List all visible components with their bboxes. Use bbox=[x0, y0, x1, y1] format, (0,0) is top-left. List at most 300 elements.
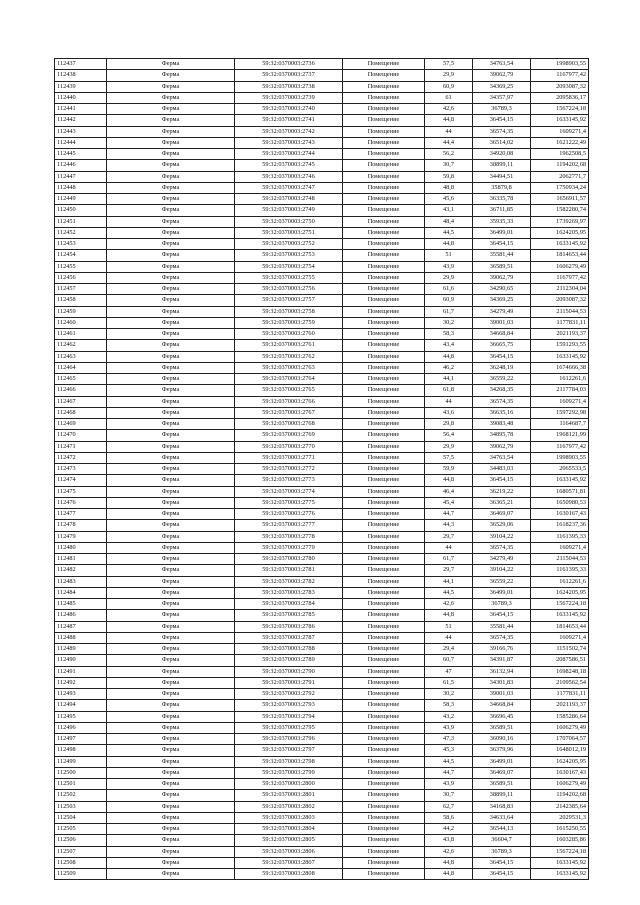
area-cell: 61,8 bbox=[425, 385, 473, 396]
cadastral-number-cell: 59:32:0370003:2762 bbox=[235, 351, 343, 362]
area-cell: 44,5 bbox=[425, 756, 473, 767]
area-cell: 30,7 bbox=[425, 160, 473, 171]
area-cell: 45,4 bbox=[425, 497, 473, 508]
unit-value-cell: 36132,94 bbox=[473, 666, 531, 677]
row-number-cell: 112455 bbox=[55, 261, 107, 272]
cadastral-number-cell: 59:32:0370003:2736 bbox=[235, 59, 343, 70]
object-kind-cell: Помещение bbox=[343, 587, 425, 598]
row-number-cell: 112469 bbox=[55, 419, 107, 430]
cadastral-number-cell: 59:32:0370003:2804 bbox=[235, 824, 343, 835]
table-row bbox=[55, 374, 589, 385]
object-kind-cell: Помещение bbox=[343, 430, 425, 441]
object-kind-cell: Помещение bbox=[343, 205, 425, 216]
object-kind-cell: Помещение bbox=[343, 250, 425, 261]
object-kind-cell: Помещение bbox=[343, 632, 425, 643]
object-kind-cell: Помещение bbox=[343, 441, 425, 452]
row-number-cell: 112454 bbox=[55, 250, 107, 261]
cadastral-number-cell: 59:32:0370003:2745 bbox=[235, 160, 343, 171]
object-type-cell: Ферма bbox=[107, 756, 235, 767]
row-number-cell: 112474 bbox=[55, 475, 107, 486]
table-row bbox=[55, 520, 589, 531]
object-kind-cell: Помещение bbox=[343, 70, 425, 81]
row-number-cell: 112500 bbox=[55, 767, 107, 778]
cadastral-value-cell: 1161395,33 bbox=[531, 565, 589, 576]
cadastral-number-cell: 59:32:0370003:2791 bbox=[235, 677, 343, 688]
area-cell: 29,9 bbox=[425, 272, 473, 283]
object-kind-cell: Помещение bbox=[343, 115, 425, 126]
area-cell: 60,9 bbox=[425, 295, 473, 306]
table-row bbox=[55, 317, 589, 328]
unit-value-cell: 36574,35 bbox=[473, 632, 531, 643]
table-row bbox=[55, 790, 589, 801]
cadastral-value-cell: 1609271,4 bbox=[531, 542, 589, 553]
object-kind-cell: Помещение bbox=[343, 779, 425, 790]
cadastral-number-cell: 59:32:0370003:2755 bbox=[235, 272, 343, 283]
cadastral-number-cell: 59:32:0370003:2785 bbox=[235, 610, 343, 621]
area-cell: 61,5 bbox=[425, 677, 473, 688]
object-type-cell: Ферма bbox=[107, 767, 235, 778]
cadastral-number-cell: 59:32:0370003:2789 bbox=[235, 655, 343, 666]
table-row bbox=[55, 171, 589, 182]
cadastral-value-cell: 2065533,5 bbox=[531, 464, 589, 475]
row-number-cell: 112453 bbox=[55, 239, 107, 250]
area-cell: 60,7 bbox=[425, 655, 473, 666]
area-cell: 44,1 bbox=[425, 576, 473, 587]
row-number-cell: 112463 bbox=[55, 351, 107, 362]
unit-value-cell: 34301,83 bbox=[473, 677, 531, 688]
object-type-cell: Ферма bbox=[107, 239, 235, 250]
object-type-cell: Ферма bbox=[107, 722, 235, 733]
document-page bbox=[54, 58, 588, 880]
area-cell: 30,2 bbox=[425, 689, 473, 700]
table-row bbox=[55, 711, 589, 722]
unit-value-cell: 35581,44 bbox=[473, 621, 531, 632]
object-kind-cell: Помещение bbox=[343, 734, 425, 745]
area-cell: 51 bbox=[425, 621, 473, 632]
table-row bbox=[55, 419, 589, 430]
row-number-cell: 112475 bbox=[55, 486, 107, 497]
table-row bbox=[55, 284, 589, 295]
unit-value-cell: 39001,03 bbox=[473, 689, 531, 700]
unit-value-cell: 36090,16 bbox=[473, 734, 531, 745]
cadastral-number-cell: 59:32:0370003:2752 bbox=[235, 239, 343, 250]
row-number-cell: 112498 bbox=[55, 745, 107, 756]
object-kind-cell: Помещение bbox=[343, 452, 425, 463]
table-row bbox=[55, 666, 589, 677]
cadastral-value-cell: 1998903,55 bbox=[531, 452, 589, 463]
area-cell: 48,4 bbox=[425, 216, 473, 227]
object-type-cell: Ферма bbox=[107, 587, 235, 598]
area-cell: 60,9 bbox=[425, 81, 473, 92]
area-cell: 43,4 bbox=[425, 340, 473, 351]
cadastral-number-cell: 59:32:0370003:2769 bbox=[235, 430, 343, 441]
unit-value-cell: 36696,45 bbox=[473, 711, 531, 722]
table-row bbox=[55, 239, 589, 250]
object-type-cell: Ферма bbox=[107, 677, 235, 688]
table-row bbox=[55, 59, 589, 70]
object-type-cell: Ферма bbox=[107, 149, 235, 160]
unit-value-cell: 36559,22 bbox=[473, 576, 531, 587]
cadastral-value-cell: 1633145,92 bbox=[531, 239, 589, 250]
cadastral-value-cell: 2095836,17 bbox=[531, 92, 589, 103]
unit-value-cell: 36499,01 bbox=[473, 227, 531, 238]
unit-value-cell: 34369,25 bbox=[473, 295, 531, 306]
table-row bbox=[55, 621, 589, 632]
object-type-cell: Ферма bbox=[107, 419, 235, 430]
table-row bbox=[55, 261, 589, 272]
area-cell: 58,3 bbox=[425, 329, 473, 340]
object-type-cell: Ферма bbox=[107, 475, 235, 486]
object-type-cell: Ферма bbox=[107, 70, 235, 81]
table-row bbox=[55, 632, 589, 643]
cadastral-number-cell: 59:32:0370003:2788 bbox=[235, 644, 343, 655]
cadastral-value-cell: 1609271,4 bbox=[531, 396, 589, 407]
cadastral-number-cell: 59:32:0370003:2796 bbox=[235, 734, 343, 745]
row-number-cell: 112508 bbox=[55, 857, 107, 868]
row-number-cell: 112467 bbox=[55, 396, 107, 407]
area-cell: 44,5 bbox=[425, 587, 473, 598]
object-type-cell: Ферма bbox=[107, 689, 235, 700]
cadastral-value-cell: 1630167,43 bbox=[531, 509, 589, 520]
area-cell: 43,8 bbox=[425, 835, 473, 846]
object-kind-cell: Помещение bbox=[343, 824, 425, 835]
unit-value-cell: 36635,16 bbox=[473, 407, 531, 418]
object-kind-cell: Помещение bbox=[343, 486, 425, 497]
row-number-cell: 112444 bbox=[55, 137, 107, 148]
cadastral-number-cell: 59:32:0370003:2739 bbox=[235, 92, 343, 103]
area-cell: 46,4 bbox=[425, 486, 473, 497]
area-cell: 56,4 bbox=[425, 430, 473, 441]
object-kind-cell: Помещение bbox=[343, 655, 425, 666]
object-kind-cell: Помещение bbox=[343, 385, 425, 396]
object-type-cell: Ферма bbox=[107, 92, 235, 103]
cadastral-value-cell: 1582280,74 bbox=[531, 205, 589, 216]
row-number-cell: 112442 bbox=[55, 115, 107, 126]
area-cell: 43,2 bbox=[425, 711, 473, 722]
cadastral-value-cell: 2029531,3 bbox=[531, 812, 589, 823]
row-number-cell: 112505 bbox=[55, 824, 107, 835]
object-type-cell: Ферма bbox=[107, 385, 235, 396]
object-kind-cell: Помещение bbox=[343, 160, 425, 171]
object-type-cell: Ферма bbox=[107, 857, 235, 868]
row-number-cell: 112502 bbox=[55, 790, 107, 801]
unit-value-cell: 36789,3 bbox=[473, 599, 531, 610]
unit-value-cell: 36604,7 bbox=[473, 835, 531, 846]
cadastral-number-cell: 59:32:0370003:2741 bbox=[235, 115, 343, 126]
cadastral-value-cell: 1618237,36 bbox=[531, 520, 589, 531]
table-row bbox=[55, 182, 589, 193]
unit-value-cell: 34290,65 bbox=[473, 284, 531, 295]
cadastral-number-cell: 59:32:0370003:2747 bbox=[235, 182, 343, 193]
cadastral-value-cell: 2021193,37 bbox=[531, 700, 589, 711]
area-cell: 44,4 bbox=[425, 137, 473, 148]
unit-value-cell: 36711,85 bbox=[473, 205, 531, 216]
table-row bbox=[55, 115, 589, 126]
unit-value-cell: 36574,35 bbox=[473, 542, 531, 553]
area-cell: 42,6 bbox=[425, 104, 473, 115]
area-cell: 43,9 bbox=[425, 261, 473, 272]
object-kind-cell: Помещение bbox=[343, 711, 425, 722]
cadastral-number-cell: 59:32:0370003:2803 bbox=[235, 812, 343, 823]
unit-value-cell: 36454,15 bbox=[473, 857, 531, 868]
unit-value-cell: 39104,22 bbox=[473, 531, 531, 542]
table-row bbox=[55, 756, 589, 767]
object-type-cell: Ферма bbox=[107, 486, 235, 497]
unit-value-cell: 36469,07 bbox=[473, 509, 531, 520]
object-type-cell: Ферма bbox=[107, 531, 235, 542]
cadastral-number-cell: 59:32:0370003:2781 bbox=[235, 565, 343, 576]
area-cell: 61,7 bbox=[425, 554, 473, 565]
row-number-cell: 112449 bbox=[55, 194, 107, 205]
unit-value-cell: 34668,84 bbox=[473, 329, 531, 340]
table-row bbox=[55, 542, 589, 553]
object-kind-cell: Помещение bbox=[343, 81, 425, 92]
cadastral-value-cell: 1624205,95 bbox=[531, 587, 589, 598]
area-cell: 56,2 bbox=[425, 149, 473, 160]
object-kind-cell: Помещение bbox=[343, 509, 425, 520]
table-row bbox=[55, 92, 589, 103]
unit-value-cell: 36589,51 bbox=[473, 261, 531, 272]
row-number-cell: 112462 bbox=[55, 340, 107, 351]
object-kind-cell: Помещение bbox=[343, 475, 425, 486]
cadastral-value-cell: 1612261,6 bbox=[531, 576, 589, 587]
unit-value-cell: 35879,8 bbox=[473, 182, 531, 193]
cadastral-number-cell: 59:32:0370003:2801 bbox=[235, 790, 343, 801]
cadastral-value-cell: 1633145,92 bbox=[531, 475, 589, 486]
cadastral-number-cell: 59:32:0370003:2799 bbox=[235, 767, 343, 778]
object-type-cell: Ферма bbox=[107, 621, 235, 632]
row-number-cell: 112468 bbox=[55, 407, 107, 418]
object-type-cell: Ферма bbox=[107, 542, 235, 553]
row-number-cell: 112458 bbox=[55, 295, 107, 306]
area-cell: 61,7 bbox=[425, 306, 473, 317]
cadastral-number-cell: 59:32:0370003:2807 bbox=[235, 857, 343, 868]
cadastral-number-cell: 59:32:0370003:2776 bbox=[235, 509, 343, 520]
object-type-cell: Ферма bbox=[107, 610, 235, 621]
object-kind-cell: Помещение bbox=[343, 272, 425, 283]
cadastral-number-cell: 59:32:0370003:2763 bbox=[235, 362, 343, 373]
cadastral-number-cell: 59:32:0370003:2777 bbox=[235, 520, 343, 531]
object-type-cell: Ферма bbox=[107, 115, 235, 126]
cadastral-number-cell: 59:32:0370003:2794 bbox=[235, 711, 343, 722]
unit-value-cell: 36454,15 bbox=[473, 610, 531, 621]
object-type-cell: Ферма bbox=[107, 644, 235, 655]
area-cell: 29,9 bbox=[425, 70, 473, 81]
unit-value-cell: 38899,11 bbox=[473, 790, 531, 801]
object-kind-cell: Помещение bbox=[343, 869, 425, 880]
unit-value-cell: 39062,79 bbox=[473, 441, 531, 452]
area-cell: 44,2 bbox=[425, 824, 473, 835]
unit-value-cell: 34268,35 bbox=[473, 385, 531, 396]
object-type-cell: Ферма bbox=[107, 812, 235, 823]
cadastral-value-cell: 1633145,92 bbox=[531, 351, 589, 362]
cadastral-value-cell: 1633145,92 bbox=[531, 869, 589, 880]
unit-value-cell: 34763,54 bbox=[473, 59, 531, 70]
object-kind-cell: Помещение bbox=[343, 295, 425, 306]
row-number-cell: 112446 bbox=[55, 160, 107, 171]
object-kind-cell: Помещение bbox=[343, 261, 425, 272]
cadastral-value-cell: 1698248,18 bbox=[531, 666, 589, 677]
unit-value-cell: 39001,03 bbox=[473, 317, 531, 328]
unit-value-cell: 36574,35 bbox=[473, 396, 531, 407]
cadastral-value-cell: 1633145,92 bbox=[531, 857, 589, 868]
row-number-cell: 112506 bbox=[55, 835, 107, 846]
object-type-cell: Ферма bbox=[107, 216, 235, 227]
object-type-cell: Ферма bbox=[107, 734, 235, 745]
table-row bbox=[55, 812, 589, 823]
area-cell: 29,8 bbox=[425, 419, 473, 430]
cadastral-value-cell: 1567224,18 bbox=[531, 104, 589, 115]
object-type-cell: Ферма bbox=[107, 317, 235, 328]
object-type-cell: Ферма bbox=[107, 497, 235, 508]
object-type-cell: Ферма bbox=[107, 396, 235, 407]
object-kind-cell: Помещение bbox=[343, 700, 425, 711]
object-type-cell: Ферма bbox=[107, 306, 235, 317]
area-cell: 44,8 bbox=[425, 351, 473, 362]
row-number-cell: 112492 bbox=[55, 677, 107, 688]
cadastral-number-cell: 59:32:0370003:2761 bbox=[235, 340, 343, 351]
unit-value-cell: 36789,3 bbox=[473, 104, 531, 115]
cadastral-value-cell: 1650980,53 bbox=[531, 497, 589, 508]
cadastral-value-cell: 1624205,95 bbox=[531, 227, 589, 238]
cadastral-value-cell: 1739269,97 bbox=[531, 216, 589, 227]
table-row bbox=[55, 362, 589, 373]
area-cell: 62,7 bbox=[425, 801, 473, 812]
row-number-cell: 112480 bbox=[55, 542, 107, 553]
unit-value-cell: 36514,02 bbox=[473, 137, 531, 148]
object-type-cell: Ферма bbox=[107, 835, 235, 846]
area-cell: 44,8 bbox=[425, 869, 473, 880]
row-number-cell: 112456 bbox=[55, 272, 107, 283]
row-number-cell: 112501 bbox=[55, 779, 107, 790]
area-cell: 59,9 bbox=[425, 464, 473, 475]
table-row bbox=[55, 137, 589, 148]
cadastral-number-cell: 59:32:0370003:2786 bbox=[235, 621, 343, 632]
row-number-cell: 112461 bbox=[55, 329, 107, 340]
object-type-cell: Ферма bbox=[107, 790, 235, 801]
cadastral-number-cell: 59:32:0370003:2742 bbox=[235, 126, 343, 137]
area-cell: 44 bbox=[425, 542, 473, 553]
area-cell: 42,6 bbox=[425, 599, 473, 610]
object-kind-cell: Помещение bbox=[343, 689, 425, 700]
cadastral-value-cell: 1167977,42 bbox=[531, 70, 589, 81]
table-row bbox=[55, 587, 589, 598]
row-number-cell: 112499 bbox=[55, 756, 107, 767]
row-number-cell: 112490 bbox=[55, 655, 107, 666]
table-row bbox=[55, 554, 589, 565]
row-number-cell: 112464 bbox=[55, 362, 107, 373]
unit-value-cell: 36544,13 bbox=[473, 824, 531, 835]
cadastral-number-cell: 59:32:0370003:2740 bbox=[235, 104, 343, 115]
row-number-cell: 112479 bbox=[55, 531, 107, 542]
object-kind-cell: Помещение bbox=[343, 756, 425, 767]
cadastral-value-cell: 2117784,03 bbox=[531, 385, 589, 396]
area-cell: 44,3 bbox=[425, 520, 473, 531]
unit-value-cell: 36454,15 bbox=[473, 115, 531, 126]
object-type-cell: Ферма bbox=[107, 430, 235, 441]
row-number-cell: 112472 bbox=[55, 452, 107, 463]
cadastral-value-cell: 1674666,38 bbox=[531, 362, 589, 373]
cadastral-value-cell: 1177831,11 bbox=[531, 689, 589, 700]
table-row bbox=[55, 70, 589, 81]
object-kind-cell: Помещение bbox=[343, 284, 425, 295]
cadastral-number-cell: 59:32:0370003:2772 bbox=[235, 464, 343, 475]
row-number-cell: 112439 bbox=[55, 81, 107, 92]
unit-value-cell: 36789,3 bbox=[473, 846, 531, 857]
unit-value-cell: 39104,22 bbox=[473, 565, 531, 576]
row-number-cell: 112481 bbox=[55, 554, 107, 565]
unit-value-cell: 36529,06 bbox=[473, 520, 531, 531]
object-kind-cell: Помещение bbox=[343, 835, 425, 846]
table-row bbox=[55, 655, 589, 666]
object-type-cell: Ферма bbox=[107, 137, 235, 148]
object-type-cell: Ферма bbox=[107, 452, 235, 463]
cadastral-value-table bbox=[54, 58, 589, 880]
row-number-cell: 112491 bbox=[55, 666, 107, 677]
row-number-cell: 112486 bbox=[55, 610, 107, 621]
row-number-cell: 112503 bbox=[55, 801, 107, 812]
object-kind-cell: Помещение bbox=[343, 216, 425, 227]
area-cell: 44,7 bbox=[425, 767, 473, 778]
row-number-cell: 112447 bbox=[55, 171, 107, 182]
cadastral-value-cell: 1615250,55 bbox=[531, 824, 589, 835]
cadastral-number-cell: 59:32:0370003:2774 bbox=[235, 486, 343, 497]
unit-value-cell: 36469,07 bbox=[473, 767, 531, 778]
cadastral-value-cell: 1633145,92 bbox=[531, 610, 589, 621]
cadastral-value-cell: 1567224,18 bbox=[531, 599, 589, 610]
object-type-cell: Ферма bbox=[107, 745, 235, 756]
cadastral-number-cell: 59:32:0370003:2808 bbox=[235, 869, 343, 880]
cadastral-number-cell: 59:32:0370003:2759 bbox=[235, 317, 343, 328]
cadastral-value-cell: 1998903,55 bbox=[531, 59, 589, 70]
area-cell: 29,7 bbox=[425, 531, 473, 542]
cadastral-number-cell: 59:32:0370003:2746 bbox=[235, 171, 343, 182]
table-row bbox=[55, 689, 589, 700]
cadastral-number-cell: 59:32:0370003:2784 bbox=[235, 599, 343, 610]
row-number-cell: 112438 bbox=[55, 70, 107, 81]
row-number-cell: 112470 bbox=[55, 430, 107, 441]
row-number-cell: 112484 bbox=[55, 587, 107, 598]
row-number-cell: 112450 bbox=[55, 205, 107, 216]
row-number-cell: 112459 bbox=[55, 306, 107, 317]
area-cell: 61,6 bbox=[425, 284, 473, 295]
unit-value-cell: 36335,78 bbox=[473, 194, 531, 205]
cadastral-number-cell: 59:32:0370003:2764 bbox=[235, 374, 343, 385]
object-type-cell: Ферма bbox=[107, 59, 235, 70]
table-row bbox=[55, 407, 589, 418]
table-row bbox=[55, 846, 589, 857]
row-number-cell: 112457 bbox=[55, 284, 107, 295]
row-number-cell: 112437 bbox=[55, 59, 107, 70]
unit-value-cell: 34895,78 bbox=[473, 430, 531, 441]
unit-value-cell: 35935,33 bbox=[473, 216, 531, 227]
object-type-cell: Ферма bbox=[107, 227, 235, 238]
cadastral-number-cell: 59:32:0370003:2800 bbox=[235, 779, 343, 790]
unit-value-cell: 34168,83 bbox=[473, 801, 531, 812]
cadastral-number-cell: 59:32:0370003:2744 bbox=[235, 149, 343, 160]
cadastral-value-cell: 2093087,32 bbox=[531, 81, 589, 92]
area-cell: 29,4 bbox=[425, 644, 473, 655]
cadastral-value-cell: 1151502,74 bbox=[531, 644, 589, 655]
cadastral-number-cell: 59:32:0370003:2802 bbox=[235, 801, 343, 812]
row-number-cell: 112473 bbox=[55, 464, 107, 475]
row-number-cell: 112485 bbox=[55, 599, 107, 610]
table-row bbox=[55, 430, 589, 441]
table-row bbox=[55, 801, 589, 812]
unit-value-cell: 36454,15 bbox=[473, 239, 531, 250]
cadastral-number-cell: 59:32:0370003:2757 bbox=[235, 295, 343, 306]
table-row bbox=[55, 497, 589, 508]
